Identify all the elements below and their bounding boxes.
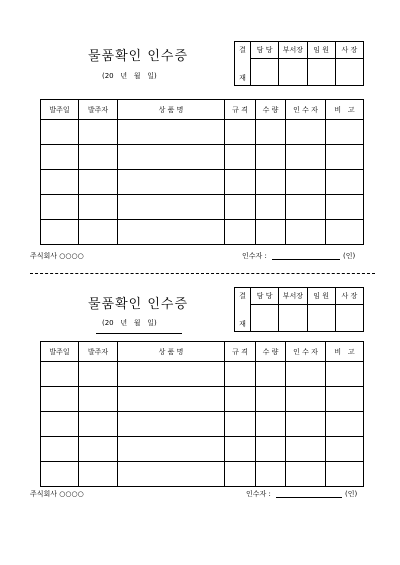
table-cell[interactable]	[118, 412, 225, 437]
table-cell[interactable]	[41, 362, 79, 387]
table-cell[interactable]	[326, 462, 364, 487]
table-cell[interactable]	[41, 195, 79, 220]
table-cell[interactable]	[41, 387, 79, 412]
items-table	[40, 99, 364, 245]
approval-stamp-cell[interactable]	[279, 59, 307, 86]
approval-role: 임 원	[307, 288, 335, 305]
table-cell[interactable]	[286, 362, 326, 387]
table-row	[41, 387, 364, 412]
approval-role: 사 장	[335, 42, 363, 59]
receiver-label: 인수자 :	[246, 490, 271, 498]
column-header: 발주일	[41, 342, 79, 362]
table-cell[interactable]	[118, 387, 225, 412]
table-cell[interactable]	[225, 462, 256, 487]
table-cell[interactable]	[41, 462, 79, 487]
table-cell[interactable]	[225, 195, 256, 220]
approval-stamp-cell[interactable]	[251, 305, 279, 332]
column-header: 상 품 명	[118, 342, 225, 362]
table-row	[41, 412, 364, 437]
table-cell[interactable]	[326, 170, 364, 195]
column-header: 상 품 명	[118, 100, 225, 120]
approval-role: 임 원	[307, 42, 335, 59]
table-cell[interactable]	[326, 220, 364, 245]
table-cell[interactable]	[79, 220, 118, 245]
table-row	[41, 170, 364, 195]
table-cell[interactable]	[286, 120, 326, 145]
table-cell[interactable]	[286, 220, 326, 245]
table-cell[interactable]	[256, 412, 286, 437]
receiver-signature-line[interactable]	[272, 259, 340, 260]
table-cell[interactable]	[286, 145, 326, 170]
table-cell[interactable]	[41, 170, 79, 195]
table-body	[41, 362, 364, 487]
column-header: 인 수 자	[286, 342, 326, 362]
company-name: 주식회사 ○○○○	[30, 490, 84, 498]
table-cell[interactable]	[79, 462, 118, 487]
table-cell[interactable]	[118, 120, 225, 145]
table-cell[interactable]	[79, 437, 118, 462]
approval-box	[234, 41, 364, 86]
approval-box	[234, 287, 364, 332]
table-row	[41, 437, 364, 462]
approval-role: 사 장	[335, 288, 363, 305]
approval-role: 담 당	[251, 288, 279, 305]
table-cell[interactable]	[256, 195, 286, 220]
table-cell[interactable]	[41, 437, 79, 462]
table-cell[interactable]	[79, 145, 118, 170]
seal-mark: (인)	[345, 490, 358, 498]
column-header: 발주자	[79, 342, 118, 362]
table-cell[interactable]	[225, 120, 256, 145]
table-header-row	[41, 342, 364, 362]
approval-stamp-cell[interactable]	[251, 59, 279, 86]
table-cell[interactable]	[286, 462, 326, 487]
table-cell[interactable]	[118, 437, 225, 462]
table-cell[interactable]	[256, 120, 286, 145]
approval-role: 부서장	[279, 288, 307, 305]
table-cell[interactable]	[286, 412, 326, 437]
table-cell[interactable]	[256, 387, 286, 412]
table-cell[interactable]	[225, 437, 256, 462]
table-cell[interactable]	[286, 387, 326, 412]
table-cell[interactable]	[256, 220, 286, 245]
table-row	[41, 220, 364, 245]
table-cell[interactable]	[225, 145, 256, 170]
table-row	[41, 362, 364, 387]
table-cell[interactable]	[225, 362, 256, 387]
form-title: 물품확인 인수증	[88, 297, 189, 312]
table-body	[41, 120, 364, 245]
table-cell[interactable]	[79, 362, 118, 387]
receiver-label: 인수자 :	[242, 252, 267, 260]
column-header: 수 량	[256, 342, 286, 362]
table-cell[interactable]	[79, 195, 118, 220]
table-cell[interactable]	[118, 195, 225, 220]
date-line: (20 년 월 일)	[102, 72, 157, 80]
column-header: 비 고	[326, 342, 364, 362]
table-cell[interactable]	[326, 195, 364, 220]
form-title: 물품확인 인수증	[88, 49, 189, 64]
table-cell[interactable]	[79, 387, 118, 412]
table-cell[interactable]	[286, 170, 326, 195]
table-cell[interactable]	[118, 362, 225, 387]
table-cell[interactable]	[326, 120, 364, 145]
approval-stamp-cell[interactable]	[307, 59, 335, 86]
seal-mark: (인)	[343, 252, 356, 260]
column-header: 수 량	[256, 100, 286, 120]
table-cell[interactable]	[118, 170, 225, 195]
table-cell[interactable]	[286, 195, 326, 220]
table-cell[interactable]	[326, 412, 364, 437]
column-header: 발주자	[79, 100, 118, 120]
table-cell[interactable]	[41, 120, 79, 145]
table-cell[interactable]	[256, 462, 286, 487]
cut-line	[30, 273, 375, 274]
table-cell[interactable]	[326, 437, 364, 462]
table-header-row	[41, 100, 364, 120]
table-cell[interactable]	[118, 462, 225, 487]
company-name: 주식회사 ○○○○	[30, 252, 84, 260]
date-underline	[96, 333, 182, 334]
table-cell[interactable]	[256, 145, 286, 170]
approval-stamp-cell[interactable]	[307, 305, 335, 332]
table-cell[interactable]	[41, 145, 79, 170]
column-header: 인 수 자	[286, 100, 326, 120]
table-cell[interactable]	[326, 387, 364, 412]
column-header: 발주일	[41, 100, 79, 120]
date-line: (20 년 월 일)	[102, 319, 157, 327]
items-table	[40, 341, 364, 487]
table-cell[interactable]	[79, 170, 118, 195]
table-cell[interactable]	[118, 220, 225, 245]
approval-stamp-cell[interactable]	[335, 59, 363, 86]
table-cell[interactable]	[225, 387, 256, 412]
column-header: 비 고	[326, 100, 364, 120]
table-cell[interactable]	[79, 120, 118, 145]
approval-label: 결 재	[235, 42, 251, 86]
table-cell[interactable]	[79, 412, 118, 437]
table-cell[interactable]	[41, 412, 79, 437]
table-cell[interactable]	[256, 437, 286, 462]
column-header: 규 격	[225, 342, 256, 362]
table-row	[41, 145, 364, 170]
table-row	[41, 462, 364, 487]
table-cell[interactable]	[41, 220, 79, 245]
approval-role: 담 당	[251, 42, 279, 59]
table-cell[interactable]	[225, 220, 256, 245]
column-header: 규 격	[225, 100, 256, 120]
table-cell[interactable]	[326, 145, 364, 170]
approval-stamp-cell[interactable]	[335, 305, 363, 332]
table-cell[interactable]	[256, 362, 286, 387]
approval-stamp-cell[interactable]	[279, 305, 307, 332]
table-row	[41, 195, 364, 220]
table-cell[interactable]	[326, 362, 364, 387]
table-cell[interactable]	[256, 170, 286, 195]
table-cell[interactable]	[225, 412, 256, 437]
table-cell[interactable]	[286, 437, 326, 462]
table-row	[41, 120, 364, 145]
table-cell[interactable]	[225, 170, 256, 195]
approval-role: 부서장	[279, 42, 307, 59]
table-cell[interactable]	[118, 145, 225, 170]
approval-label: 결 재	[235, 288, 251, 332]
receiver-signature-line[interactable]	[276, 497, 342, 498]
